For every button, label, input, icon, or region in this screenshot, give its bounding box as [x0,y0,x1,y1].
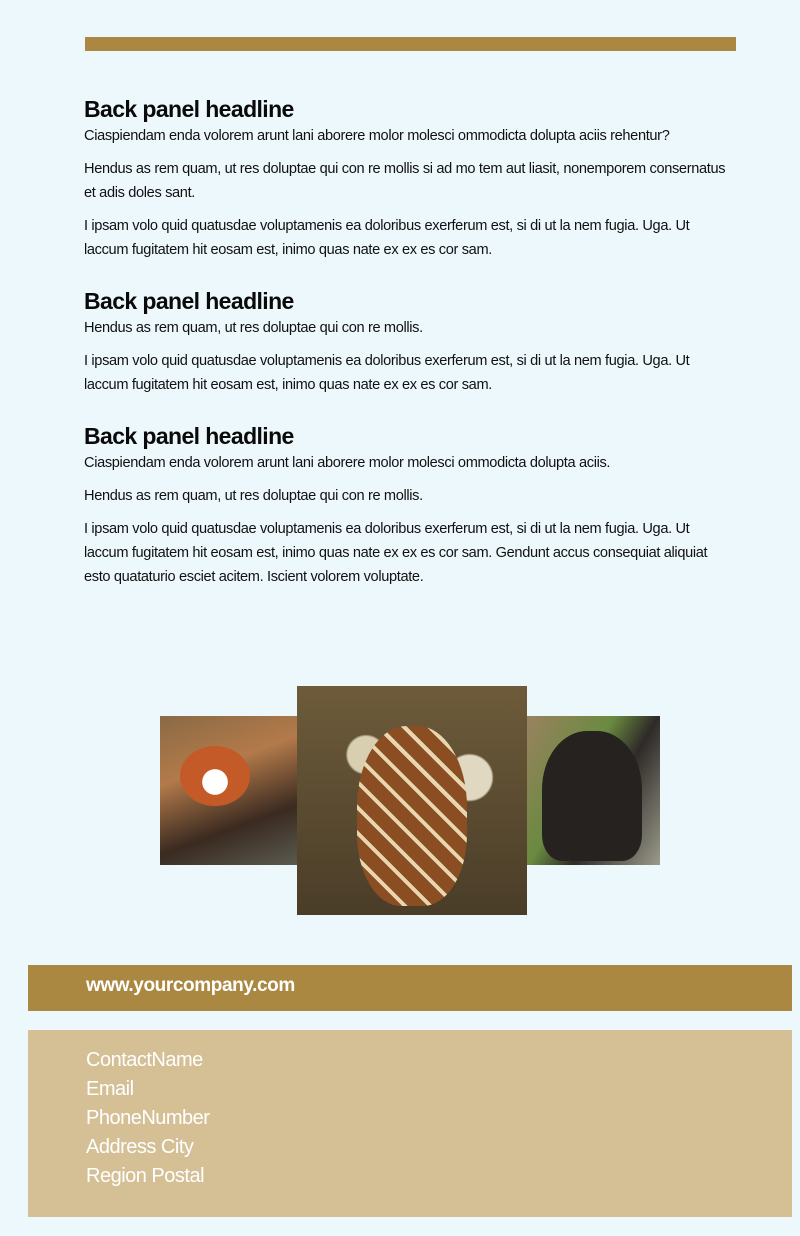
paragraph: Hendus as rem quam, ut res doluptae qui con re mollis. [84,320,423,336]
chimpanzee-photo [527,716,660,865]
section-2 [84,286,734,397]
section-3 [84,421,734,589]
paragraph: Hendus as rem quam, ut res doluptae qui con re mollis. [84,488,423,504]
content [84,94,734,613]
contact-block [28,1030,792,1217]
paragraph: I ipsam volo quid quatusdae voluptamenis ea doloribus exerferum est, si di ut la nem fugia. Uga. Ut laccum fugitatem hit eosam est, inimo quas nate ex ex es cor sam. [84,218,690,258]
red-panda-photo [160,716,297,865]
contact-name: ContactName [86,1049,203,1071]
giraffe-photo [297,686,527,915]
section-headline: Back panel headline [84,96,294,122]
contact-phone: PhoneNumber [86,1107,210,1129]
paragraph: I ipsam volo quid quatusdae voluptamenis ea doloribus exerferum est, si di ut la nem fugia. Uga. Ut laccum fugitatem hit eosam est, inimo quas nate ex ex es cor sam. [84,353,690,393]
paragraph: Ciaspiendam enda volorem arunt lani aborere molor molesci ommodicta dolupta aciis. [84,455,611,471]
contact-address: Address City [86,1136,194,1158]
accent-bar [85,37,736,51]
contact-region: Region Postal [86,1165,205,1187]
section-1 [84,94,734,262]
section-headline: Back panel headline [84,423,294,449]
section-headline: Back panel headline [84,288,294,314]
paragraph: Ciaspiendam enda volorem arunt lani aborere molor molesci ommodicta dolupta aciis rehentur? [84,128,670,144]
website-url: www.yourcompany.com [28,965,792,1011]
contact-email: Email [86,1078,134,1100]
paragraph: I ipsam volo quid quatusdae voluptamenis ea doloribus exerferum est, si di ut la nem fugia. Uga. Ut laccum fugitatem hit eosam est, inimo quas nate ex ex es cor sam. Gendunt accus consequiat aliquiat esto quataturio esciet acitem. Iscient volorem voluptate. [84,521,708,585]
paragraph: Hendus as rem quam, ut res doluptae qui con re mollis si ad mo tem aut liasit, nonemporem consernatus et adis doles sant. [84,161,726,201]
